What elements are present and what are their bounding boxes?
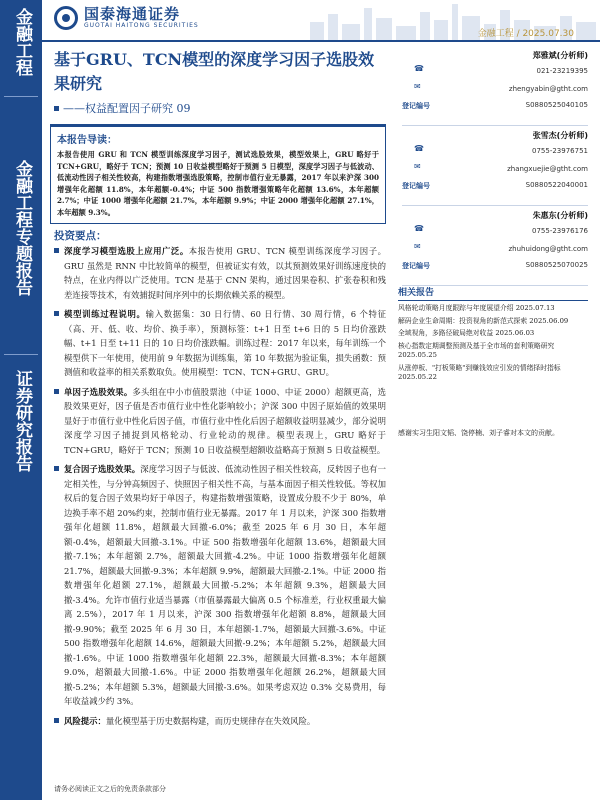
phone-icon: ☎ [414, 144, 424, 153]
analyst-email[interactable]: zhuhuidong@gtht.com [508, 245, 588, 253]
logo-mark-icon [54, 6, 78, 30]
highlight-item [64, 244, 386, 302]
highlight-item [64, 714, 386, 729]
cert-label: 登记编号 [402, 182, 430, 190]
related-report-link[interactable]: 风格轮动策略月度跟踪与年度展望介绍 2025.07.13 [398, 304, 555, 312]
guide-body: 本报告使用 GRU 和 TCN 模型训练深度学习因子，测试选股效果，模型效果上，GRU 略好于 TCN+GRU，略好于 TCN；预测 10 日收益模型略好于预测 5 日模型，深度学习因子与低波动、低流动性因子相关性较高，构建指数增强选股策略，控制市值行业无暴露，2017 年以来沪深 300 增强年化超额 11.8%，本年超额-0.4%；中证 500 指数增强策略年化超额 13.6%，本年超额 2.7%；中证 1000 增强年化超额 21.7%，本年超额 9.9%；中证 2000 增强年化超额 27.1%，本年超额 9.3%。 [57, 150, 379, 217]
report-title: 基于GRU、TCN模型的深度学习因子选股效果研究 [54, 50, 375, 93]
analyst-phone: 0755-23976176 [532, 227, 588, 235]
sidebar-label-report-type: 金融工程专题报告 [12, 160, 32, 296]
analyst-name: 郑雅斌(分析师) [532, 51, 588, 60]
highlight-lead: 深度学习模型选股上应用广泛。 [64, 246, 189, 256]
guide-title: 本报告导读： [57, 135, 117, 146]
highlight-item [64, 385, 386, 458]
phone-icon: ☎ [414, 64, 424, 73]
analyst-card [398, 130, 588, 210]
cert-label: 登记编号 [402, 262, 430, 270]
email-icon: ✉ [414, 242, 421, 251]
related-report-link[interactable]: 核心指数定期调整预测及基于全市场的套利策略研究 2025.05.25 [398, 341, 555, 359]
logo-name-cn: 国泰海通证券 [84, 5, 181, 23]
sidebar-divider [4, 354, 38, 355]
cert-label: 登记编号 [402, 102, 430, 110]
sidebar-divider [4, 96, 38, 97]
highlight-lead: 复合因子选股效果。 [64, 464, 141, 474]
highlight-text: 深度学习因子与低波、低流动性因子相关性较高，反转因子也有一定相关性，与分钟高频因子、快照因子相关性不高，与基本面因子相关性较低。等权加权后的复合因子效果均好于单因子，构建指数增强策略，设置成分股不少于 80%，单边换手率不超 20%约束，控制市值行业无暴露。2017 年 1 月以来，沪深 300 指数增强年化超额 11.8%，超额最大回撤-6.0%；截至 2025 年 6 月 30 日，本年超额-0.4%，超额最大回撤-3.1%。中证 500 指数增强年化超额 13.6%，超额最大回撤-7.1%；本年超额 2.7%，超额最大回撤-4.2%。中证 1000 指数增强年化超额 21.7%，超额最大回撤-9.3%；本年超额 9.9%，超额最大回撤-2.1%。中证 2000 指数增强年化超额 27.1%，超额最大回撤-5.2%；本年超额 9.3%，超额最大回撤-3.4%。允许市值行业适当暴露（市值暴露最大偏离 0.5 个标准差，行业权重最大偏离 2.5%），2017 年 1 月以来，沪深 300 指数增强年化超额 8.8%，超额最大回撤-9.90%；截至 2025 年 6 月 30 日，本年超额-1.7%，超额最大回撤-3.6%。中证 500 指数增强年化超额 14.6%，超额最大回撤-9.2%；本年超额 5.2%，超额最大回撤-1.6%。中证 1000 指数增强年化超额 22.3%，超额最大回撤-8.3%；本年超额 9.0%，超额最大回撤-1.6%。中证 2000 指数增强年化超额 26.2%，超额最大回撤-5.2%；本年超额 5.3%，超额最大回撤-3.6%。如果考虑双边 0.3% 交易费用，每年收益减少约 3%。 [64, 464, 387, 706]
report-subtitle-text: ——权益配置因子研究 09 [63, 102, 191, 115]
page-header [42, 0, 600, 40]
sidebar-label-finance-engineering: 金融工程 [12, 8, 32, 76]
analyst-cert-number: S0880522040001 [525, 181, 588, 189]
analyst-email[interactable]: zhengyabin@gtht.com [508, 85, 588, 93]
related-report-link[interactable]: 全域视角，多路径破局绝对收益 2025.06.03 [398, 329, 535, 337]
analyst-email[interactable]: zhangxuejie@gtht.com [507, 165, 588, 173]
analyst-card [398, 210, 588, 290]
related-reports-title: 相关报告 [398, 285, 588, 301]
highlight-text: 输入数据集：30 日行情、60 日行情、30 周行情，6 个特征（高、开、低、收、均价、换手率），预测标签：t+1 日至 t+6 日的 5 日均价涨跌幅、t+1 日至 t+11 日的 10 日均价涨跌幅。训练过程：2017 年以来，每年训练一个模型供下一年使用，使用前 9 年数据为训练集，第 10 年数据为验证集，损失函数：预测值和收益率的相关系数取负。使用模型：TCN、TCN+GRU、GRU。 [64, 309, 386, 377]
disclaimer-footer: 请务必阅读正文之后的免责条款部分 [54, 785, 166, 793]
analyst-card [398, 50, 588, 130]
header-divider [42, 40, 600, 42]
analyst-name: 张雪杰(分析师) [532, 131, 588, 140]
highlight-lead: 模型训练过程说明。 [64, 309, 146, 319]
report-subtitle [54, 100, 191, 116]
analyst-phone: 021-23219395 [536, 67, 588, 75]
highlight-lead: 风险提示： [64, 715, 106, 726]
analyst-phone: 0755-23976751 [532, 147, 588, 155]
investment-highlights-list [64, 244, 386, 733]
company-logo [54, 6, 199, 30]
analyst-divider [402, 205, 588, 206]
acknowledgement-note: 感谢实习生阳文韬、饶停楠、刘子睿对本文的贡献。 [398, 429, 559, 437]
highlight-item [64, 307, 386, 380]
highlight-text: 多头组在中小市值股票池（中证 1000、中证 2000）超额更高，选股效果更好，因子值是否市值行业中性化影响较小；沪深 300 中因子原始值的效果明显好于市值行业中性化后因子值，市值行业中性化后因子超额收益明显减少，部分说明深度学习因子捕捉到风格轮动、行业轮动的规律。模型表现上，GRU 略好于 TCN+GRU，略好于 TCN；预测 10 日收益模型超额收益略高于预测 5 日收益模型。 [64, 386, 387, 455]
highlight-text: 本报告使用 GRU、TCN 模型训练深度学习因子。GRU 虽然是 RNN 中比较简单的模型，但被证实有效，以其预测效果好训练速度快的特点，在业内得以广泛使用。TCN 是基于 CNN 架构，通过因果卷积、扩张卷积和残差连接等技术，有效捕捉时间序列中的长期依赖关系的模型。 [64, 246, 386, 300]
report-category-date: 金融工程 / 2025.07.30 [477, 29, 574, 39]
analyst-panel [398, 50, 588, 290]
related-report-link[interactable]: 从涨停板、"打板策略"到赚钱效应引发的情绪择时指标 2025.05.22 [398, 363, 561, 381]
square-bullet-icon [54, 106, 59, 111]
email-icon: ✉ [414, 162, 421, 171]
related-report-link[interactable]: 解码企业生命周期：投资视角的新范式探索 2025.06.09 [398, 316, 569, 325]
highlight-text: 量化模型基于历史数据构建，而历史规律存在失效风险。 [105, 715, 316, 726]
analyst-name: 朱惠东(分析师) [532, 211, 588, 220]
email-icon: ✉ [414, 82, 421, 91]
analyst-cert-number: S0880525040105 [525, 101, 588, 109]
logo-name-en: GUOTAI HAITONG SECURITIES [84, 22, 199, 29]
report-guide-box [50, 124, 386, 224]
sidebar-label-securities-research: 证券研究报告 [12, 370, 32, 472]
highlight-lead: 单因子选股效果。 [64, 386, 133, 397]
analyst-cert-number: S0880525070025 [525, 261, 588, 269]
highlight-item [64, 462, 386, 709]
left-sidebar [0, 0, 42, 800]
analyst-divider [402, 125, 588, 126]
phone-icon: ☎ [414, 224, 424, 233]
investment-highlights-title: 投资要点： [54, 230, 107, 242]
related-reports [398, 285, 588, 383]
